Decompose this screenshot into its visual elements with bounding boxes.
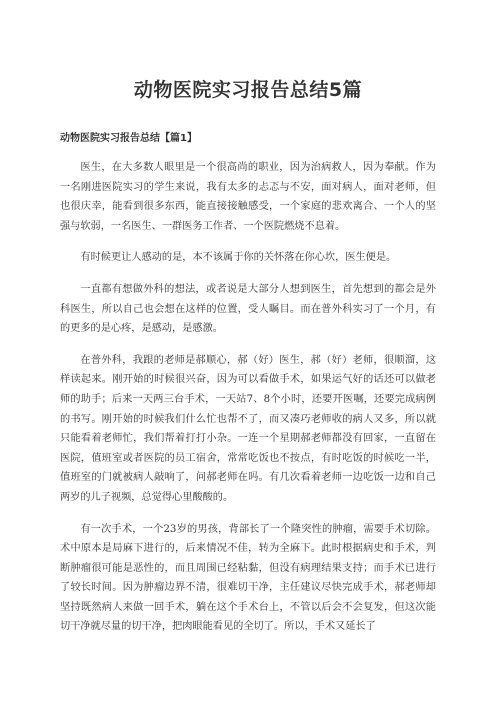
paragraph-1: 医生，在大多数人眼里是一个很高尚的职业，因为治病救人，因为奉献。作为一名刚进医院实习的学生来说，我有太多的忐忑与不安，面对病人，面对老师，但也很庆幸，能看到很多东西，能直接接触感受，一个家庭的悲欢离合、一个人的坚强与软弱，一名医生、一群医务工作者、一个医院燃烧不息着。 [60, 162, 436, 232]
paragraph-2: 有时候更让人感动的是，本不该属于你的关怀落在你心坎，医生便是。 [80, 252, 397, 264]
paragraph-3: 一直都有想做外科的想法，或者说是大部分人想到医生，首先想到的都会是外科医生，所以自己也会想在这样的位置，受人瞩目。而在普外科实习了一个月，有的更多的是心疼，是感动，是感激。 [60, 283, 436, 335]
paragraph-4: 在普外科，我跟的老师是郝顺心，郝（好）医生，郝（好）老师，很顺溜，这样读起来。刚开始的时候很兴奋，因为可以看做手术，如果运气好的话还可以做老师的助手；后来一天两三台手术，一天站7、8个小时，还要开医嘱，还要完成病例的书写。刚开始的时候我们什么忙也帮不了，而又凑巧老师收的病人又多，所以就只能看着老师忙，我们帮着打打小杂。一连一个星期郝老师都没有回家，一直留在医院，值班室或者医院的员工宿舍，常常吃饭也不按点，有时吃饭的时候吃一半，值班室的门就被病人敲响了，问郝老师在吗。有几次看着老师一边吃饭一边和自己两岁的儿子视频，总觉得心里酸酸的。 [60, 354, 436, 503]
document-title: 动物医院实习报告总结5篇 [133, 79, 363, 101]
section-heading: 动物医院实习报告总结【篇1】 [60, 133, 197, 144]
paragraph-5: 有一次手术，一个23岁的男孩，背部长了一个隆突性的肿瘤，需要手术切除。术中原本是局麻下进行的，后来情况不佳，转为全麻下。此时根据病史和手术，判断肿瘤很可能是恶性的，而且周围已经粘黏，但没有病理结果支持；而手术已进行了较长时间。因为肿瘤边界不清，很难切干净，主任建议尽快完成手术，郝老师却坚持既然病人来做一回手术，躺在这个手术台上，不管以后会不会复发，但这次能切干净就尽量的切干净，把肉眼能看见的全切了。所以，手术又延长了 [60, 523, 436, 633]
